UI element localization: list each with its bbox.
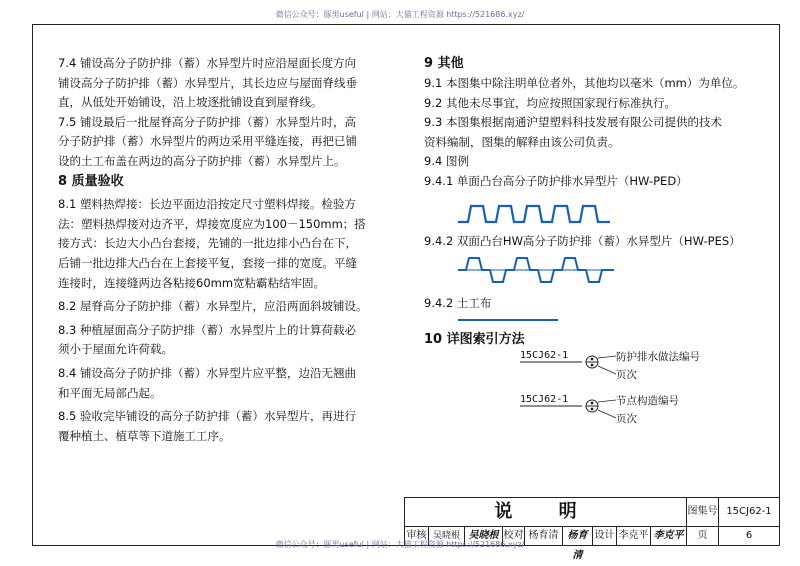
atlas-label: 图集号 [687,498,719,526]
para-7-5-line3: 设的土工布盖在两边的高分子防护排（蓄）水异型片上。 [58,153,346,168]
index1-code: 15CJ62-1 [520,350,569,361]
reviewer-signature: 吴晓根 [465,526,503,546]
para-8-2-line1: 8.2 屋脊高分子防护排（蓄）水异型片，应沿两面斜坡铺设。 [58,299,368,314]
checker-signature: 杨育清 [563,526,593,546]
check-label: 校对 [503,526,525,546]
para-9-3-line2: 资料编制，图集的解释由该公司负责。 [424,134,620,149]
page-number: 6 [745,530,753,541]
heading-10: 10 详图索引方法 [424,332,525,347]
para-8-1-line1: 8.1 塑料热焊接：长边平面边沿按定尺寸塑料焊接。检验方 [58,197,356,212]
para-7-5-line2: 分子防护排（蓄）水异型片的两边采用平缝连接，再把已铺 [58,134,357,149]
index2-symbol [520,394,620,426]
checker-name: 杨育清 [525,526,563,546]
watermark-bottom: 微信公众号：豚男useful | 网站：大猫工程资源 https://521686.xyz/ [275,540,525,549]
para-8-1-line5: 连接时，连接缝两边各粘接60mm宽粘霸粘结牢固。 [58,275,326,290]
page-label: 页 [687,526,719,546]
index2-label-b: 页次 [616,413,637,425]
legend-single-stud-sheet [458,200,618,226]
para-9-4-1: 9.4.1 单面凸台高分子防护排水异型片（HW-PED） [424,173,688,188]
index1-symbol [520,350,620,382]
para-9-4-2: 9.4.2 双面凸台HW高分子防护排（蓄）水异型片（HW-PES） [424,234,741,248]
index1-label-b: 页次 [616,369,637,381]
para-8-5-line2: 覆种植土、植草等下道施工工序。 [58,428,231,443]
heading-8: 8 质量验收 [58,173,124,189]
para-7-5-line1: 7.5 铺设最后一批屋脊高分子防护排（蓄）水异型片时，高 [58,114,356,129]
reviewer-name: 吴晓根 [429,526,465,546]
para-8-4-line1: 8.4 铺设高分子防护排（蓄）水异型片应平整，边沿无翘曲 [58,365,356,380]
para-7-4-line2: 铺设高分子防护排（蓄）水异型片，其长边应与屋面脊线垂 [58,75,357,90]
para-9-3-line1: 9.3 本图集根据南通沪望塑料科技发展有限公司提供的技术 [424,115,722,130]
heading-9: 9 其他 [424,56,464,71]
index2-code: 15CJ62-1 [520,394,569,405]
para-8-1-line2: 法：塑料热焊接对边齐平，焊接宽度应为100－150mm；搭 [58,216,366,231]
para-8-5-line1: 8.5 验收完毕铺设的高分子防护排（蓄）水异型片，再进行 [58,409,356,424]
para-7-4-line1: 7.4 铺设高分子防护排（蓄）水异型片时应沿屋面长度方向 [58,56,356,70]
designer-signature: 李克平 [651,526,687,546]
left-column [58,54,398,446]
atlas-number: 15CJ62-1 [726,506,772,517]
para-7-4-line3: 直，从低处开始铺设，沿上坡逐批铺设直到屋脊线。 [58,95,323,110]
review-label: 审核 [405,526,429,546]
para-8-3-line2: 须小于屋面允许荷载。 [58,342,173,357]
legend-double-stud-sheet [458,254,618,286]
para-9-1: 9.1 本图集中除注明单位者外，其他均以毫米（mm）为单位。 [424,76,745,90]
para-8-4-line2: 和平面无局部凸起。 [58,385,162,400]
index1-label-a: 防护排水做法编号 [616,351,700,363]
para-8-3-line1: 8.3 种植屋面高分子防护排（蓄）水异型片上的计算荷载必 [58,322,356,337]
para-9-4: 9.4 图例 [424,154,469,169]
para-9-4-3: 9.4.2 土工布 [424,296,492,310]
design-label: 设计 [593,526,617,546]
para-8-1-line3: 接方式：长边大小凸台套接，先铺的一批边排小凸台在下， [58,236,357,251]
para-9-2: 9.2 其他未尽事宜，均应按照国家现行标准执行。 [424,95,676,110]
designer-name: 李克平 [617,526,651,546]
watermark-top: 微信公众号：豚男useful | 网站：大猫工程资源 https://521686.xyz/ [275,10,525,19]
legend-geotextile-line [458,316,578,324]
para-8-1-line4: 后铺一批边排大凸台在上套接平复，套接一排的宽度。平缝 [58,255,357,270]
index2-label-a: 节点构造编号 [616,395,679,407]
sheet-title: 说 明 [405,498,687,526]
